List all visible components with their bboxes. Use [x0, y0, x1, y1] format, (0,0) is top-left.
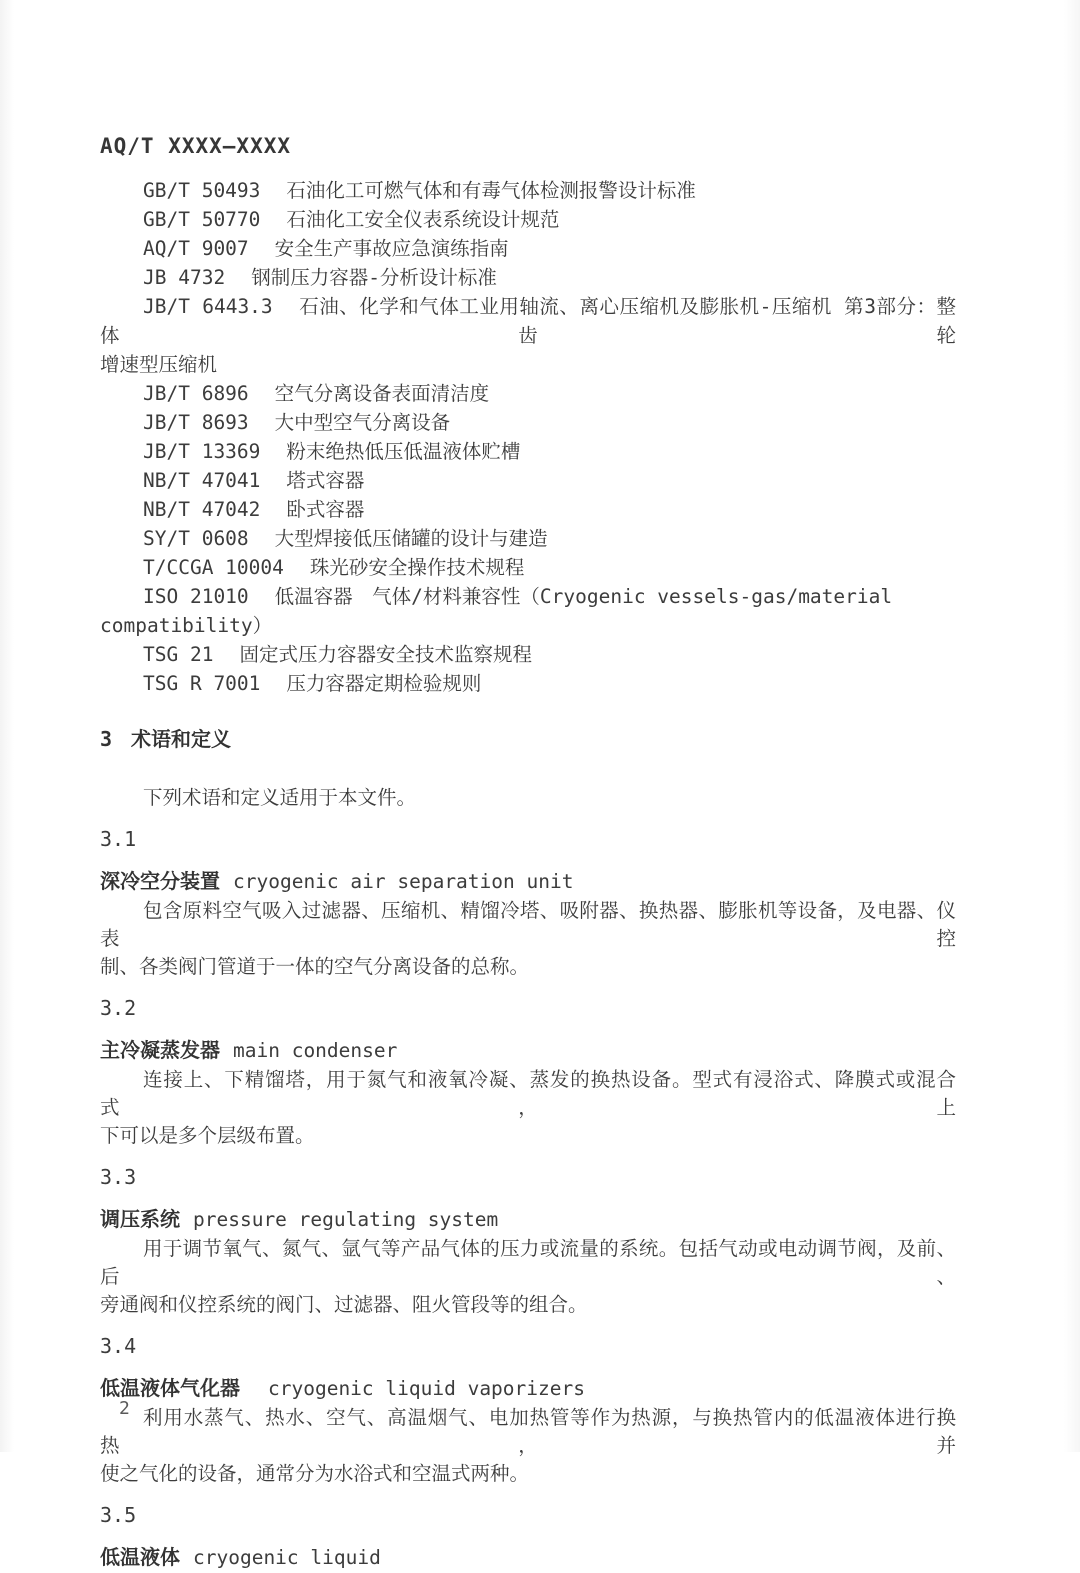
reference-item: [100, 205, 956, 234]
reference-title: 粉末绝热低压低温液体贮槽: [286, 440, 521, 463]
reference-title: 增速型压缩机: [100, 353, 218, 376]
reference-title: 低温容器 气体/材料兼容性（Cryogenic vessels-gas/material compatibility）: [100, 585, 893, 637]
term-name-zh: 深冷空分装置: [100, 869, 220, 893]
document-header: AQ/T XXXX—XXXX: [100, 134, 292, 158]
reference-code: TSG 21: [143, 643, 214, 666]
term-name-en: cryogenic liquid vaporizers: [268, 1377, 585, 1400]
term-entry: [100, 1163, 956, 1319]
term-line: [100, 1374, 956, 1404]
reference-code: JB 4732: [143, 266, 226, 289]
reference-code: TSG R 7001: [143, 672, 261, 695]
term-name-zh: 调压系统: [100, 1207, 180, 1231]
term-name-zh: 低温液体气化器: [100, 1376, 240, 1400]
reference-item: [100, 263, 956, 292]
term-definition-line: 旁通阀和仪控系统的阀门、过滤器、阻火管段等的组合。: [100, 1293, 588, 1316]
term-entry-number: 3.1: [100, 827, 137, 851]
reference-item: [100, 669, 956, 698]
reference-item: [100, 553, 956, 582]
term-entry: [100, 825, 956, 981]
reference-code: AQ/T 9007: [143, 237, 249, 260]
section-title: 术语和定义: [131, 727, 232, 751]
page-content: [100, 133, 956, 1573]
reference-item: [100, 495, 956, 524]
reference-code: GB/T 50493: [143, 179, 261, 202]
reference-item: [100, 582, 956, 640]
reference-item: [100, 466, 956, 495]
term-name-zh: 主冷凝蒸发器: [100, 1038, 220, 1062]
term-entry-number: 3.4: [100, 1334, 137, 1358]
reference-code: JB/T 6896: [143, 382, 249, 405]
term-definition-line: 用于调节氧气、氮气、氩气等产品气体的压力或流量的系统。包括气动或电动调节阀，及前、后、: [100, 1237, 956, 1288]
term-line: [100, 1205, 956, 1235]
reference-title: 固定式压力容器安全技术监察规程: [239, 643, 532, 666]
term-entry-number: 3.3: [100, 1165, 137, 1189]
term-definition-line: 制、各类阀门管道于一体的空气分离设备的总称。: [100, 955, 530, 978]
reference-item: [100, 524, 956, 553]
reference-code: JB/T 6443.3: [143, 295, 273, 318]
reference-title: 钢制压力容器-分析设计标准: [251, 266, 497, 289]
term-entry: [100, 1332, 956, 1488]
term-definition-line: 下可以是多个层级布置。: [100, 1124, 315, 1147]
term-entry: [100, 1501, 956, 1573]
reference-code: NB/T 47041: [143, 469, 261, 492]
reference-code: JB/T 8693: [143, 411, 249, 434]
term-entry-number: 3.2: [100, 996, 137, 1020]
reference-code: ISO 21010: [143, 585, 249, 608]
reference-title: 石油化工安全仪表系统设计规范: [286, 208, 560, 231]
reference-item: [100, 292, 956, 350]
reference-title: 大中型空气分离设备: [274, 411, 451, 434]
term-definition-line: 包含原料空气吸入过滤器、压缩机、精馏冷塔、吸附器、换热器、膨胀机等设备，及电器、仪表控: [100, 899, 956, 950]
reference-title: 卧式容器: [286, 498, 365, 521]
reference-title: 石油、化学和气体工业用轴流、离心压缩机及膨胀机-压缩机 第3部分：整体齿轮: [100, 295, 956, 347]
reference-title: 大型焊接低压储罐的设计与建造: [274, 527, 548, 550]
term-name-en: cryogenic liquid: [193, 1546, 381, 1569]
reference-code: NB/T 47042: [143, 498, 261, 521]
reference-item: [100, 640, 956, 669]
term-name-en: cryogenic air separation unit: [233, 870, 574, 893]
term-entry: [100, 994, 956, 1150]
reference-item: [100, 176, 956, 205]
term-line: [100, 1543, 956, 1573]
term-line: [100, 867, 956, 897]
reference-title: 压力容器定期检验规则: [286, 672, 482, 695]
page-number: 2: [119, 1398, 130, 1419]
term-definition-line: 使之气化的设备，通常分为水浴式和空温式两种。: [100, 1462, 530, 1485]
reference-title: 石油化工可燃气体和有毒气体检测报警设计标准: [286, 179, 696, 202]
term-definition-line: 连接上、下精馏塔，用于氮气和液氧冷凝、蒸发的换热设备。型式有浸浴式、降膜式或混合式，上: [100, 1068, 956, 1119]
reference-item: [100, 408, 956, 437]
reference-item: [100, 379, 956, 408]
term-name-zh: 低温液体: [100, 1545, 180, 1569]
term-name-en: pressure regulating system: [193, 1208, 499, 1231]
reference-item: [100, 437, 956, 466]
reference-title: 珠光砂安全操作技术规程: [309, 556, 525, 579]
normative-references-list: [100, 176, 956, 698]
section-number: 3: [100, 727, 113, 751]
reference-code: T/CCGA 10004: [143, 556, 284, 579]
term-entry-number: 3.5: [100, 1503, 137, 1527]
reference-title: 空气分离设备表面清洁度: [274, 382, 490, 405]
reference-title: 安全生产事故应急演练指南: [274, 237, 509, 260]
reference-title: 塔式容器: [286, 469, 365, 492]
term-entries: [100, 825, 956, 1573]
term-line: [100, 1036, 956, 1066]
term-definition-line: 利用水蒸气、热水、空气、高温烟气、电加热管等作为热源，与换热管内的低温液体进行换热，并: [100, 1406, 956, 1457]
term-name-en: main condenser: [233, 1039, 398, 1062]
reference-code: JB/T 13369: [143, 440, 261, 463]
reference-code: SY/T 0608: [143, 527, 249, 550]
reference-item: [100, 234, 956, 263]
reference-item: [100, 350, 956, 379]
reference-code: GB/T 50770: [143, 208, 261, 231]
section-heading-terms: [100, 726, 956, 752]
terms-intro: 下列术语和定义适用于本文件。: [143, 786, 417, 809]
